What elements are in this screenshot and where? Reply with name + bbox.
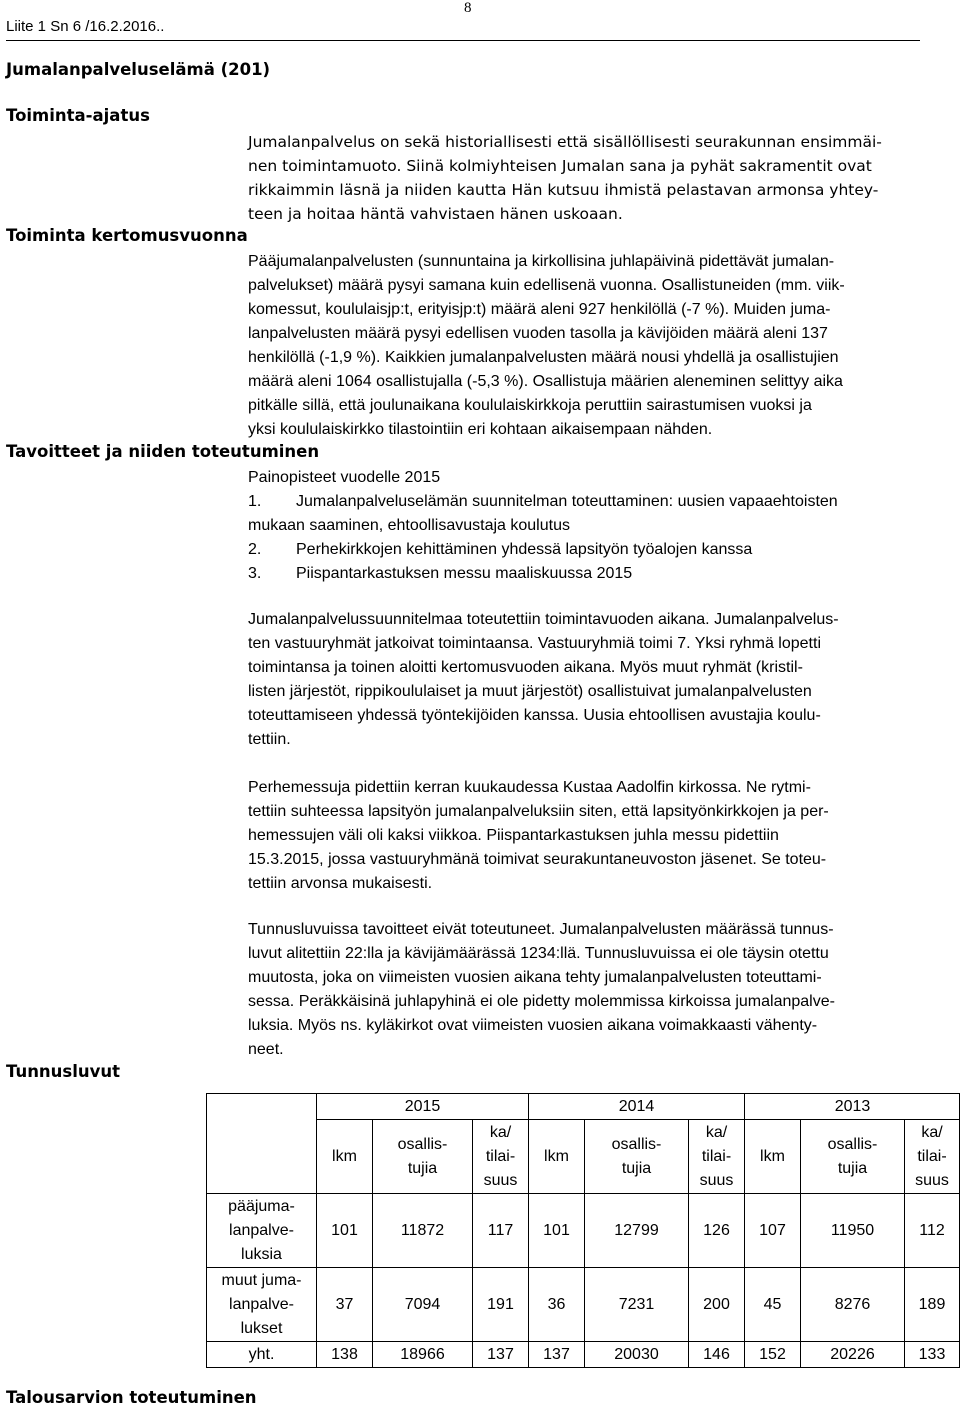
- text-line: luvut alitettiin 22:lla ja kävijämäärässä 1234:llä. Tunnusluvuissa ei ole täysin otettu: [248, 945, 829, 962]
- table-cell: 20226: [801, 1342, 905, 1368]
- table-cell: 18966: [373, 1342, 473, 1368]
- text-line: neet.: [248, 1041, 284, 1058]
- table-row: [207, 1268, 960, 1342]
- header-rule: [6, 40, 920, 41]
- col-header-osallistujia: osallis- tujia: [801, 1120, 905, 1194]
- table-cell: 137: [473, 1342, 529, 1368]
- tavoitteet-paragraph-2: [248, 776, 934, 896]
- table-cell: [473, 1094, 529, 1120]
- table-cell: 146: [689, 1342, 745, 1368]
- text-line: nen toimintamuoto. Siinä kolmiyhteisen Jumalan sana ja pyhät sakramentit ovat: [248, 157, 872, 175]
- table-cell: 12799: [585, 1194, 689, 1268]
- col-header-osallistujia: osallis- tujia: [373, 1120, 473, 1194]
- list-item: [248, 490, 934, 538]
- col-header-ka-tilaisuus: ka/ tilai- suus: [905, 1120, 960, 1194]
- table-cell: 8276: [801, 1268, 905, 1342]
- heading-talousarvion-toteutuminen: Talousarvion toteutuminen: [6, 1388, 257, 1407]
- list-number: 2.: [248, 541, 262, 558]
- text-line: Piispantarkastuksen messu maaliskuussa 2015: [296, 565, 633, 582]
- table-cell: 45: [745, 1268, 801, 1342]
- col-header-osallistujia: osallis- tujia: [585, 1120, 689, 1194]
- text-line: henkilöllä (-1,9 %). Kaikkien jumalanpalvelusten määrä nousi yhdellä ja osallistujien: [248, 349, 839, 366]
- table-cell: 101: [317, 1194, 373, 1268]
- table-cell: 7094: [373, 1268, 473, 1342]
- text-line: lanpalvelusten määrä pysyi edellisen vuoden tasolla ja kävijöiden määrä aleni 137: [248, 325, 828, 342]
- text-line: teen ja hoitaa häntä vahvistaen hänen uskoaan.: [248, 205, 623, 223]
- text-line: Perhekirkkojen kehittäminen yhdessä lapsityön työalojen kanssa: [296, 541, 753, 558]
- list-item: [248, 538, 934, 562]
- text-line: luksia. Myös ns. kyläkirkot ovat viimeisten vuosien aikana voimakkaasti vähenty-: [248, 1017, 818, 1034]
- document-header: Liite 1 Sn 6 /16.2.2016..: [6, 18, 165, 35]
- section-title: Jumalanpalveluselämä (201): [6, 60, 271, 79]
- row-label: pääjuma- lanpalve- luksia: [207, 1194, 317, 1268]
- table-cell: 112: [905, 1194, 960, 1268]
- heading-tunnusluvut: Tunnusluvut: [6, 1062, 121, 1081]
- tunnusluvut-table: [206, 1093, 960, 1368]
- tavoitteet-paragraph-1: [248, 608, 934, 752]
- text-line: palvelukset) määrä pysyi samana kuin edellisenä vuonna. Osallistuneiden (mm. viik-: [248, 277, 845, 294]
- table-cell: 7231: [585, 1268, 689, 1342]
- table-cell: 138: [317, 1342, 373, 1368]
- table-cell: 11872: [373, 1194, 473, 1268]
- text-line: Pääjumalanpalvelusten (sunnuntaina ja kirkollisina juhlapäivinä pidettävät jumalan-: [248, 253, 835, 270]
- year-2014: 2014: [585, 1094, 689, 1120]
- text-line: ten vastuuryhmät jatkoivat toimintaansa. Vastuuryhmiä toimi 7. Yksi ryhmä lopetti: [248, 635, 821, 652]
- text-line: toimintansa ja toinen aloitti kertomusvuoden aikana. Myös muut ryhmät (kristil-: [248, 659, 803, 676]
- table-cell: [745, 1094, 801, 1120]
- text-line: sessa. Peräkkäisinä juhlapyhinä ei ole pidetty molemmissa kirkoissa jumalanpalve-: [248, 993, 835, 1010]
- text-line: rikkaimmin läsnä ja niiden kautta Hän kutsuu ihmistä pelastavan armonsa yhtey-: [248, 181, 879, 199]
- table-cell: [689, 1094, 745, 1120]
- table-cell: 101: [529, 1194, 585, 1268]
- text-line: Perhemessuja pidettiin kerran kuukaudessa Kustaa Aadolfin kirkossa. Ne rytmi-: [248, 779, 811, 796]
- heading-toiminta-kertomusvuonna: Toiminta kertomusvuonna: [6, 226, 248, 245]
- table-cell: 37: [317, 1268, 373, 1342]
- text-line: yksi koululaiskirkko tilastointiin eri kohtaan aikaisempaan nähden.: [248, 421, 713, 438]
- painopisteet-subheading: Painopisteet vuodelle 2015: [248, 469, 441, 486]
- table-cell: 11950: [801, 1194, 905, 1268]
- text-line: 15.3.2015, jossa vastuuryhmänä toimivat seurakuntaneuvoston jäsenet. Se toteu-: [248, 851, 827, 868]
- text-line: toteuttamiseen yhdessä työntekijöiden kanssa. Uusia ehtoollisen avustajia koulu-: [248, 707, 821, 724]
- table-cell: [207, 1120, 317, 1194]
- table-cell: 200: [689, 1268, 745, 1342]
- table-cell: 133: [905, 1342, 960, 1368]
- year-2013: 2013: [801, 1094, 905, 1120]
- table-cell: [317, 1094, 373, 1120]
- table-cell: [207, 1094, 317, 1120]
- table-row: [207, 1342, 960, 1368]
- heading-tavoitteet: Tavoitteet ja niiden toteutuminen: [6, 442, 320, 461]
- text-line: määrä aleni 1064 osallistujalla (-5,3 %). Osallistuja määrien aleneminen selittyy aika: [248, 373, 843, 390]
- row-label: yht.: [207, 1342, 317, 1368]
- tavoitteet-paragraph-3: [248, 918, 934, 1062]
- text-line: listen järjestöt, rippikoululaiset ja muut järjestöt) osallistuivat jumalanpalvelusten: [248, 683, 812, 700]
- table-cell: 20030: [585, 1342, 689, 1368]
- list-item: [248, 562, 934, 586]
- table-header-row: [207, 1120, 960, 1194]
- tavoitteet-list: [248, 466, 934, 586]
- table-cell: 126: [689, 1194, 745, 1268]
- table-row: [207, 1194, 960, 1268]
- col-header-lkm: lkm: [529, 1120, 585, 1194]
- list-number: 3.: [248, 565, 262, 582]
- table-cell: 36: [529, 1268, 585, 1342]
- year-2015: 2015: [373, 1094, 473, 1120]
- heading-toiminta-ajatus: Toiminta-ajatus: [6, 106, 150, 125]
- text-line: tettiin suhteessa lapsityön jumalanpalveluksiin siten, että lapsityönkirkkojen ja per-: [248, 803, 829, 820]
- toiminta-ajatus-text: [248, 130, 934, 226]
- col-header-lkm: lkm: [317, 1120, 373, 1194]
- table-row: [207, 1094, 960, 1120]
- col-header-ka-tilaisuus: ka/ tilai- suus: [689, 1120, 745, 1194]
- table-cell: [905, 1094, 960, 1120]
- text-line: mukaan saaminen, ehtoollisavustaja koulutus: [248, 517, 570, 534]
- text-line: Jumalanpalveluselämän suunnitelman toteuttaminen: uusien vapaaehtoisten: [296, 493, 838, 510]
- list-number: 1.: [248, 493, 262, 510]
- table-cell: 191: [473, 1268, 529, 1342]
- text-line: hemessujen väli oli kaksi viikkoa. Piispantarkastuksen juhla messu pidettiin: [248, 827, 779, 844]
- table-cell: 152: [745, 1342, 801, 1368]
- text-line: komessut, koululaisjp:t, erityisjp:t) määrä aleni 927 henkilöllä (-7 %). Muiden juma-: [248, 301, 831, 318]
- table-cell: 137: [529, 1342, 585, 1368]
- text-line: tettiin.: [248, 731, 291, 748]
- table-cell: 107: [745, 1194, 801, 1268]
- text-line: tettiin arvonsa mukaisesti.: [248, 875, 433, 892]
- table-cell: 189: [905, 1268, 960, 1342]
- page-number: 8: [464, 0, 472, 16]
- col-header-lkm: lkm: [745, 1120, 801, 1194]
- text-line: Jumalanpalvelus on sekä historiallisesti että sisällöllisesti seurakunnan ensimmäi-: [248, 133, 882, 151]
- text-line: Jumalanpalvelussuunnitelmaa toteutettiin toimintavuoden aikana. Jumalanpalvelus-: [248, 611, 839, 628]
- table-cell: [529, 1094, 585, 1120]
- col-header-ka-tilaisuus: ka/ tilai- suus: [473, 1120, 529, 1194]
- text-line: pitkälle sillä, että joulunaikana koululaiskirkkoja peruttiin sairastumisen vuoksi ja: [248, 397, 812, 414]
- toiminta-kertomusvuonna-text: [248, 250, 938, 442]
- row-label: muut juma- lanpalve- lukset: [207, 1268, 317, 1342]
- text-line: muutosta, joka on viimeisten vuosien aikana tehty jumalanpalvelusten toteuttami-: [248, 969, 822, 986]
- table-cell: 117: [473, 1194, 529, 1268]
- text-line: Tunnusluvuissa tavoitteet eivät toteutuneet. Jumalanpalvelusten määrässä tunnus-: [248, 921, 834, 938]
